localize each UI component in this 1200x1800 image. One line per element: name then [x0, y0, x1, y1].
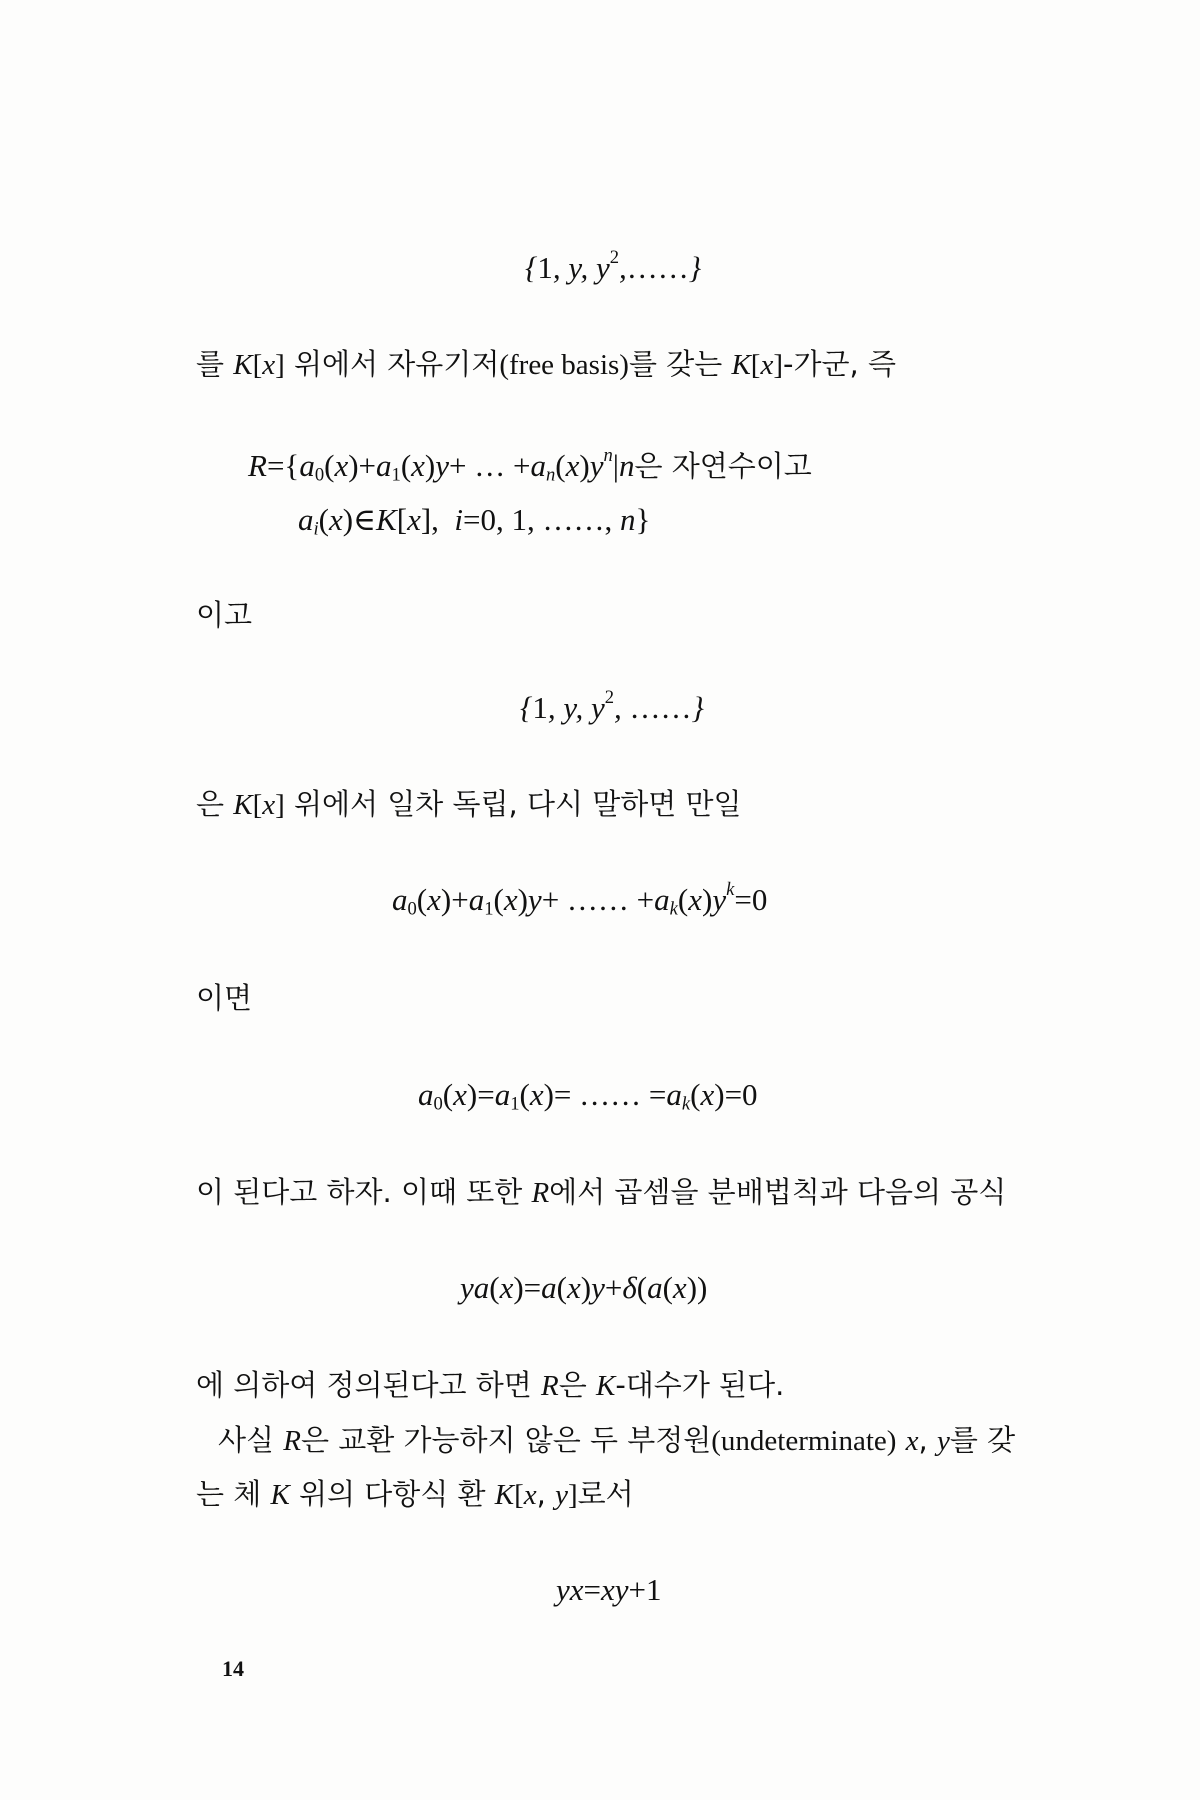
paragraph-line-6: 에 의하여 정의된다고 하면 R은 K-대수가 된다.	[196, 1368, 785, 1402]
equation-ring-definition-line-2: $a_i(x)\in K[x]$, i=0, 1, ……, n}	[298, 502, 651, 540]
equation-ring-definition-line-1: $R=\{a_0(x)+a_1(x)y+$ … $+a_n(x)y^n|n$은 자연수이고	[248, 445, 812, 486]
equation-linear-combination: $a_0(x)+a_1(x)y+$ …… $+a_k(x)y^k=0$	[392, 879, 768, 920]
paragraph-text: 이고	[196, 598, 253, 632]
paragraph-line-5: 이 된다고 하자. 이때 또한 R에서 곱셈을 분배법칙과 다음의 공식	[196, 1175, 1007, 1209]
paragraph-line-1: 를 K[x] 위에서 자유기저(free basis)를 갖는 K[x]-가군, 즉	[196, 347, 896, 381]
paragraph-line-2	[196, 595, 252, 635]
paragraph-line-7: 사실 R은 교환 가능하지 않은 두 부정원(undeterminate) x, y를 갖	[218, 1423, 1016, 1457]
equation-weyl-relation: yx=xy+1	[556, 1572, 662, 1607]
page-number: 14	[222, 1656, 244, 1681]
equation-all-zero: $a_0(x)=a_1(x)=$ …… $=a_k(x)=0$	[418, 1077, 758, 1115]
equation-basis-set-2: {1, y, $y^2$, ……}	[520, 687, 704, 725]
paragraph-line-8: 는 체 K 위의 다항식 환 K[x, y]로서	[196, 1477, 634, 1511]
paragraph-line-4	[196, 978, 252, 1018]
paragraph-line-3: 은 K[x] 위에서 일차 독립, 다시 말하면 만일	[196, 787, 742, 821]
paragraph-text: 이면	[196, 981, 253, 1015]
equation-multiplication-rule: ya(x)=a(x)y+δ(a(x))	[460, 1270, 708, 1305]
equation-basis-set-1: {1, y, $y^2,\dots\dots$}	[525, 247, 702, 285]
